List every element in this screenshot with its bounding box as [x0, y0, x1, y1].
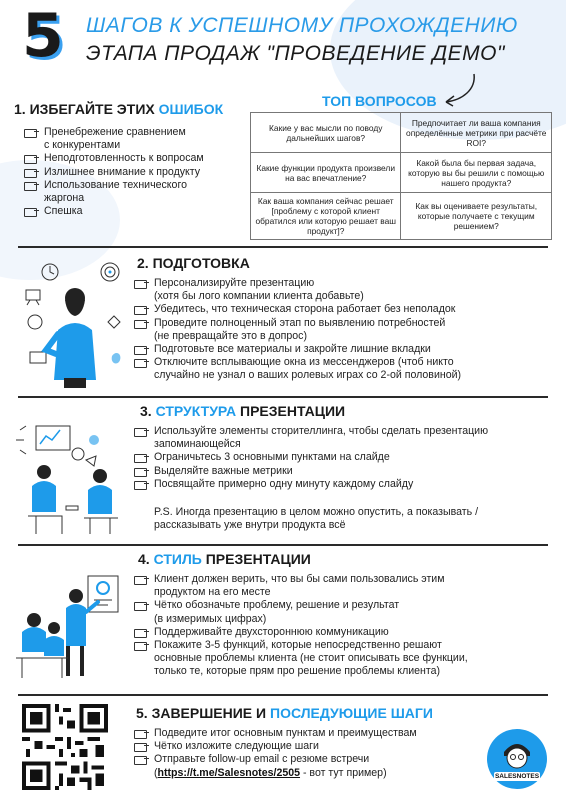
section4-title: 4. СТИЛЬ ПРЕЗЕНТАЦИИ: [138, 551, 311, 567]
section1-title: 1. ИЗБЕГАЙТЕ ЭТИХ ОШИБОК: [14, 101, 224, 117]
divider: [18, 396, 548, 398]
list-item: Выделяйте важные метрики: [132, 465, 556, 478]
arrow-doodle-icon: [440, 70, 480, 110]
list-item: Персонализируйте презентацию (хотя бы лого компании клиента добавьте): [132, 277, 552, 303]
table-row: [251, 193, 552, 240]
table-row: [251, 153, 552, 193]
list-item: Ограничьтесь 3 основными пунктами на слайде: [132, 451, 556, 464]
list-item: Чётко обозначьте проблему, решение и результат (в измеримых цифрах): [132, 599, 556, 625]
list-item: Чётко изложите следующие шаги: [132, 740, 482, 753]
salesnotes-logo: [486, 728, 548, 790]
section5-list: [132, 727, 482, 780]
list-item: Посвящайте примерно одну минуту каждому слайду: [132, 478, 556, 491]
list-item: Отключите всплывающие окна из мессенджеров (чтоб никто случайно не узнал о ваших ролевых играх со 2-ой половиной): [132, 356, 552, 382]
list-item: Убедитесь, что техническая сторона работает без неполадок: [132, 303, 552, 316]
example-link[interactable]: https://t.me/Salesnotes/2505: [157, 766, 301, 779]
list-item: Излишнее внимание к продукту: [22, 166, 248, 179]
ps-line: P.S. Иногда презентацию в целом можно опустить, а показывать /: [154, 506, 479, 518]
list-item: Пренебрежение сравнением с конкурентами: [22, 126, 248, 152]
section3-list: [132, 425, 556, 491]
preparation-illustration: [20, 260, 130, 390]
section3-ps: [154, 506, 478, 532]
header-line-2: ЭТАПА ПРОДАЖ "ПРОВЕДЕНИЕ ДЕМО": [86, 42, 505, 65]
ps-line: рассказывать уже внутри продукта всё: [154, 519, 346, 532]
section4-list: [132, 573, 556, 679]
list-item: Отправьте follow-up email с резюме встречи (https://t.me/Salesnotes/2505 - вот тут пример): [132, 753, 482, 779]
table-cell: Какие функции продукта произвели на вас впечатление?: [251, 153, 401, 193]
table-cell: Какой была бы первая задача, которую вы бы решили с помощью нашего продукта?: [401, 153, 552, 193]
header-line-1: ШАГОВ К УСПЕШНОМУ ПРОХОЖДЕНИЮ: [86, 14, 518, 37]
section2-title: 2. ПОДГОТОВКА: [137, 255, 250, 271]
follow-up-example: (https://t.me/Salesnotes/2505 - вот тут пример): [154, 766, 387, 779]
structure-illustration: [14, 420, 126, 536]
table-cell: Как вы оцениваете результаты, которые получаете с текущим решением?: [401, 193, 552, 240]
header-number: 5: [22, 1, 64, 71]
qr-code[interactable]: [22, 704, 108, 790]
divider: [18, 544, 548, 546]
section1-list: [22, 126, 248, 218]
list-item: Подведите итог основным пунктам и преимуществам: [132, 727, 482, 740]
list-item: Проведите полноценный этап по выявлению потребностей (не превращайте это в допрос): [132, 317, 552, 343]
logo-text: SALESNOTES: [494, 773, 540, 780]
table-cell: Предпочитает ли ваша компания определённые метрики при расчёте ROI?: [401, 113, 552, 153]
section5-title: 5. ЗАВЕРШЕНИЕ И ПОСЛЕДУЮЩИЕ ШАГИ: [136, 705, 433, 721]
section2-list: [132, 277, 552, 383]
list-item: Использование технического жаргона: [22, 179, 248, 205]
divider: [18, 694, 548, 696]
list-item: Клиент должен верить, что вы бы сами пользовались этим продуктом на его месте: [132, 573, 556, 599]
table-cell: Как ваша компания сейчас решает [проблему с которой клиент обратился или которую решает ваш продукт]?: [251, 193, 401, 240]
list-item: Спешка: [22, 205, 248, 218]
table-row: [251, 113, 552, 153]
top-questions-title: ТОП ВОПРОСОВ: [322, 93, 437, 109]
table-cell: Какие у вас мысли по поводу дальнейших шагов?: [251, 113, 401, 153]
list-item: Подготовьте все материалы и закройте лишние вкладки: [132, 343, 552, 356]
section3-title: 3. СТРУКТУРА ПРЕЗЕНТАЦИИ: [140, 403, 346, 419]
questions-table: [250, 112, 552, 240]
list-item: Используйте элементы сторителлинга, чтобы сделать презентацию запоминающейся: [132, 425, 556, 451]
list-item: Покажите 3-5 функций, которые непосредственно решают основные проблемы клиента (не стоит описывать все функции, только те, которые прям про решение проблемы клиента): [132, 639, 556, 679]
list-item: Поддерживайте двухстороннюю коммуникацию: [132, 626, 556, 639]
style-illustration: [14, 572, 128, 682]
list-item: Неподготовленность к вопросам: [22, 152, 248, 165]
divider: [18, 246, 548, 248]
